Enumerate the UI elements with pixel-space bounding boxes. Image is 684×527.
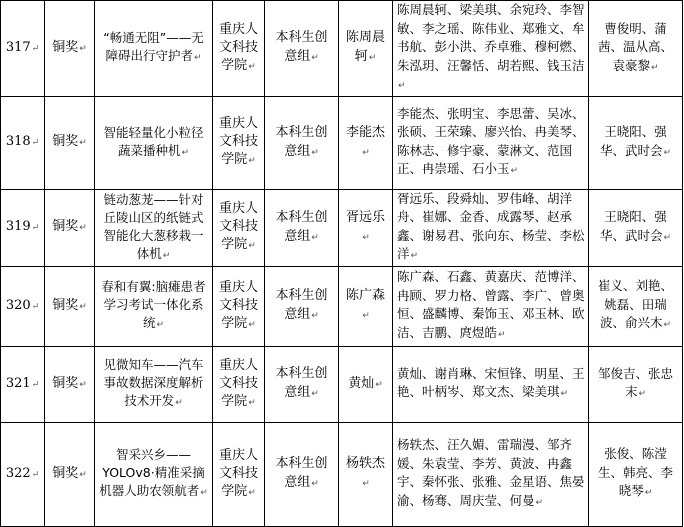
award-cell: 铜奖↵ (45, 346, 95, 422)
school-cell: 重庆人文科技学院↵ (213, 96, 265, 189)
advisors-cell: 王晓阳、强华、武时会↵ (589, 189, 683, 266)
row-number: 321↵ (1, 346, 45, 422)
table-row (1, 96, 683, 189)
award-cell: 铜奖↵ (45, 96, 95, 189)
table-row (1, 266, 683, 346)
members-cell: 陈广森、石鑫、黄嘉庆、范博洋、冉顾、罗力格、曾露、李广、曾奥恒、盛麟博、秦饰玉、邓玉林、欧洁、吉鹏、庹煜皓↵ (393, 266, 589, 346)
advisors-cell: 张俊、陈滢生、韩亮、李晓琴↵ (589, 422, 683, 526)
project-name-cell: 智采兴乡——YOLOv8·精准采摘机器人助农领航者↵ (95, 422, 213, 526)
project-name-cell: 智能轻量化小粒径蔬菜播种机↵ (95, 96, 213, 189)
group-cell: 本科生创意组↵ (265, 346, 339, 422)
advisors-cell: 邹俊吉、张忠末↵ (589, 346, 683, 422)
award-cell: 铜奖↵ (45, 1, 95, 97)
leader-cell: 杨轶杰↵ (339, 422, 393, 526)
members-cell: 李能杰、张明宝、李思蕾、吴冰、张硕、王荣臻、廖兴怡、冉美琴、陈林志、修宇豪、蒙淋文、范国正、冉崇瑶、石小玉↵ (393, 96, 589, 189)
row-number: 322↵ (1, 422, 45, 526)
advisors-cell: 曹俊明、蒲茜、温从高、袁豪黎↵ (589, 1, 683, 97)
leader-cell: 陈广森↵ (339, 266, 393, 346)
award-cell: 铜奖↵ (45, 189, 95, 266)
school-cell: 重庆人文科技学院↵ (213, 266, 265, 346)
school-cell: 重庆人文科技学院↵ (213, 189, 265, 266)
advisors-cell: 崔义、刘艳、姚磊、田瑞波、俞兴木↵ (589, 266, 683, 346)
members-cell: 黄灿、谢肖琳、宋恒锋、明星、王艳、叶柄岑、郑文杰、梁美琪↵ (393, 346, 589, 422)
leader-cell: 黄灿↵ (339, 346, 393, 422)
leader-cell: 胥远乐↵ (339, 189, 393, 266)
group-cell: 本科生创意组↵ (265, 266, 339, 346)
members-cell: 杨轶杰、汪久媚、雷瑞漫、邹齐媛、朱袁莹、李芳、黄波、冉鑫宇、秦怀张、张雅、金星语、焦晏渝、杨骞、周庆莹、何曼↵ (393, 422, 589, 526)
row-number: 317↵ (1, 1, 45, 97)
project-name-cell: 见微知车——汽车事故数据深度解析技术开发↵ (95, 346, 213, 422)
award-cell: 铜奖↵ (45, 266, 95, 346)
group-cell: 本科生创意组↵ (265, 1, 339, 97)
members-cell: 陈周晨轲、梁美琪、余宛玲、李智敏、李之瑶、陈伟业、郑雅文、牟书航、彭小洪、乔卓雅、穆柯燃、朱泓玥、汪馨恬、胡若熙、钱玉洁↵ (393, 1, 589, 97)
table-row (1, 346, 683, 422)
group-cell: 本科生创意组↵ (265, 96, 339, 189)
row-number: 319↵ (1, 189, 45, 266)
school-cell: 重庆人文科技学院↵ (213, 346, 265, 422)
row-number: 318↵ (1, 96, 45, 189)
group-cell: 本科生创意组↵ (265, 189, 339, 266)
project-name-cell: 链动葱茏——针对丘陵山区的纸链式智能化大葱移栽一体机↵ (95, 189, 213, 266)
table-row (1, 422, 683, 526)
project-name-cell: 春和有翼:脑瘫患者学习考试一体化系统↵ (95, 266, 213, 346)
table-row (1, 189, 683, 266)
school-cell: 重庆人文科技学院↵ (213, 422, 265, 526)
school-cell: 重庆人文科技学院↵ (213, 1, 265, 97)
award-cell: 铜奖↵ (45, 422, 95, 526)
project-name-cell: “畅通无阻”——无障碍出行守护者↵ (95, 1, 213, 97)
row-number: 320↵ (1, 266, 45, 346)
leader-cell: 李能杰↵ (339, 96, 393, 189)
group-cell: 本科生创意组↵ (265, 422, 339, 526)
members-cell: 胥远乐、段舜灿、罗伟峰、胡洋舟、崔娜、金香、成露琴、赵承鑫、谢易君、张向东、杨莹、李松洋↵ (393, 189, 589, 266)
table-row (1, 1, 683, 97)
advisors-cell: 王晓阳、强华、武时会↵ (589, 96, 683, 189)
leader-cell: 陈周晨轲↵ (339, 1, 393, 97)
